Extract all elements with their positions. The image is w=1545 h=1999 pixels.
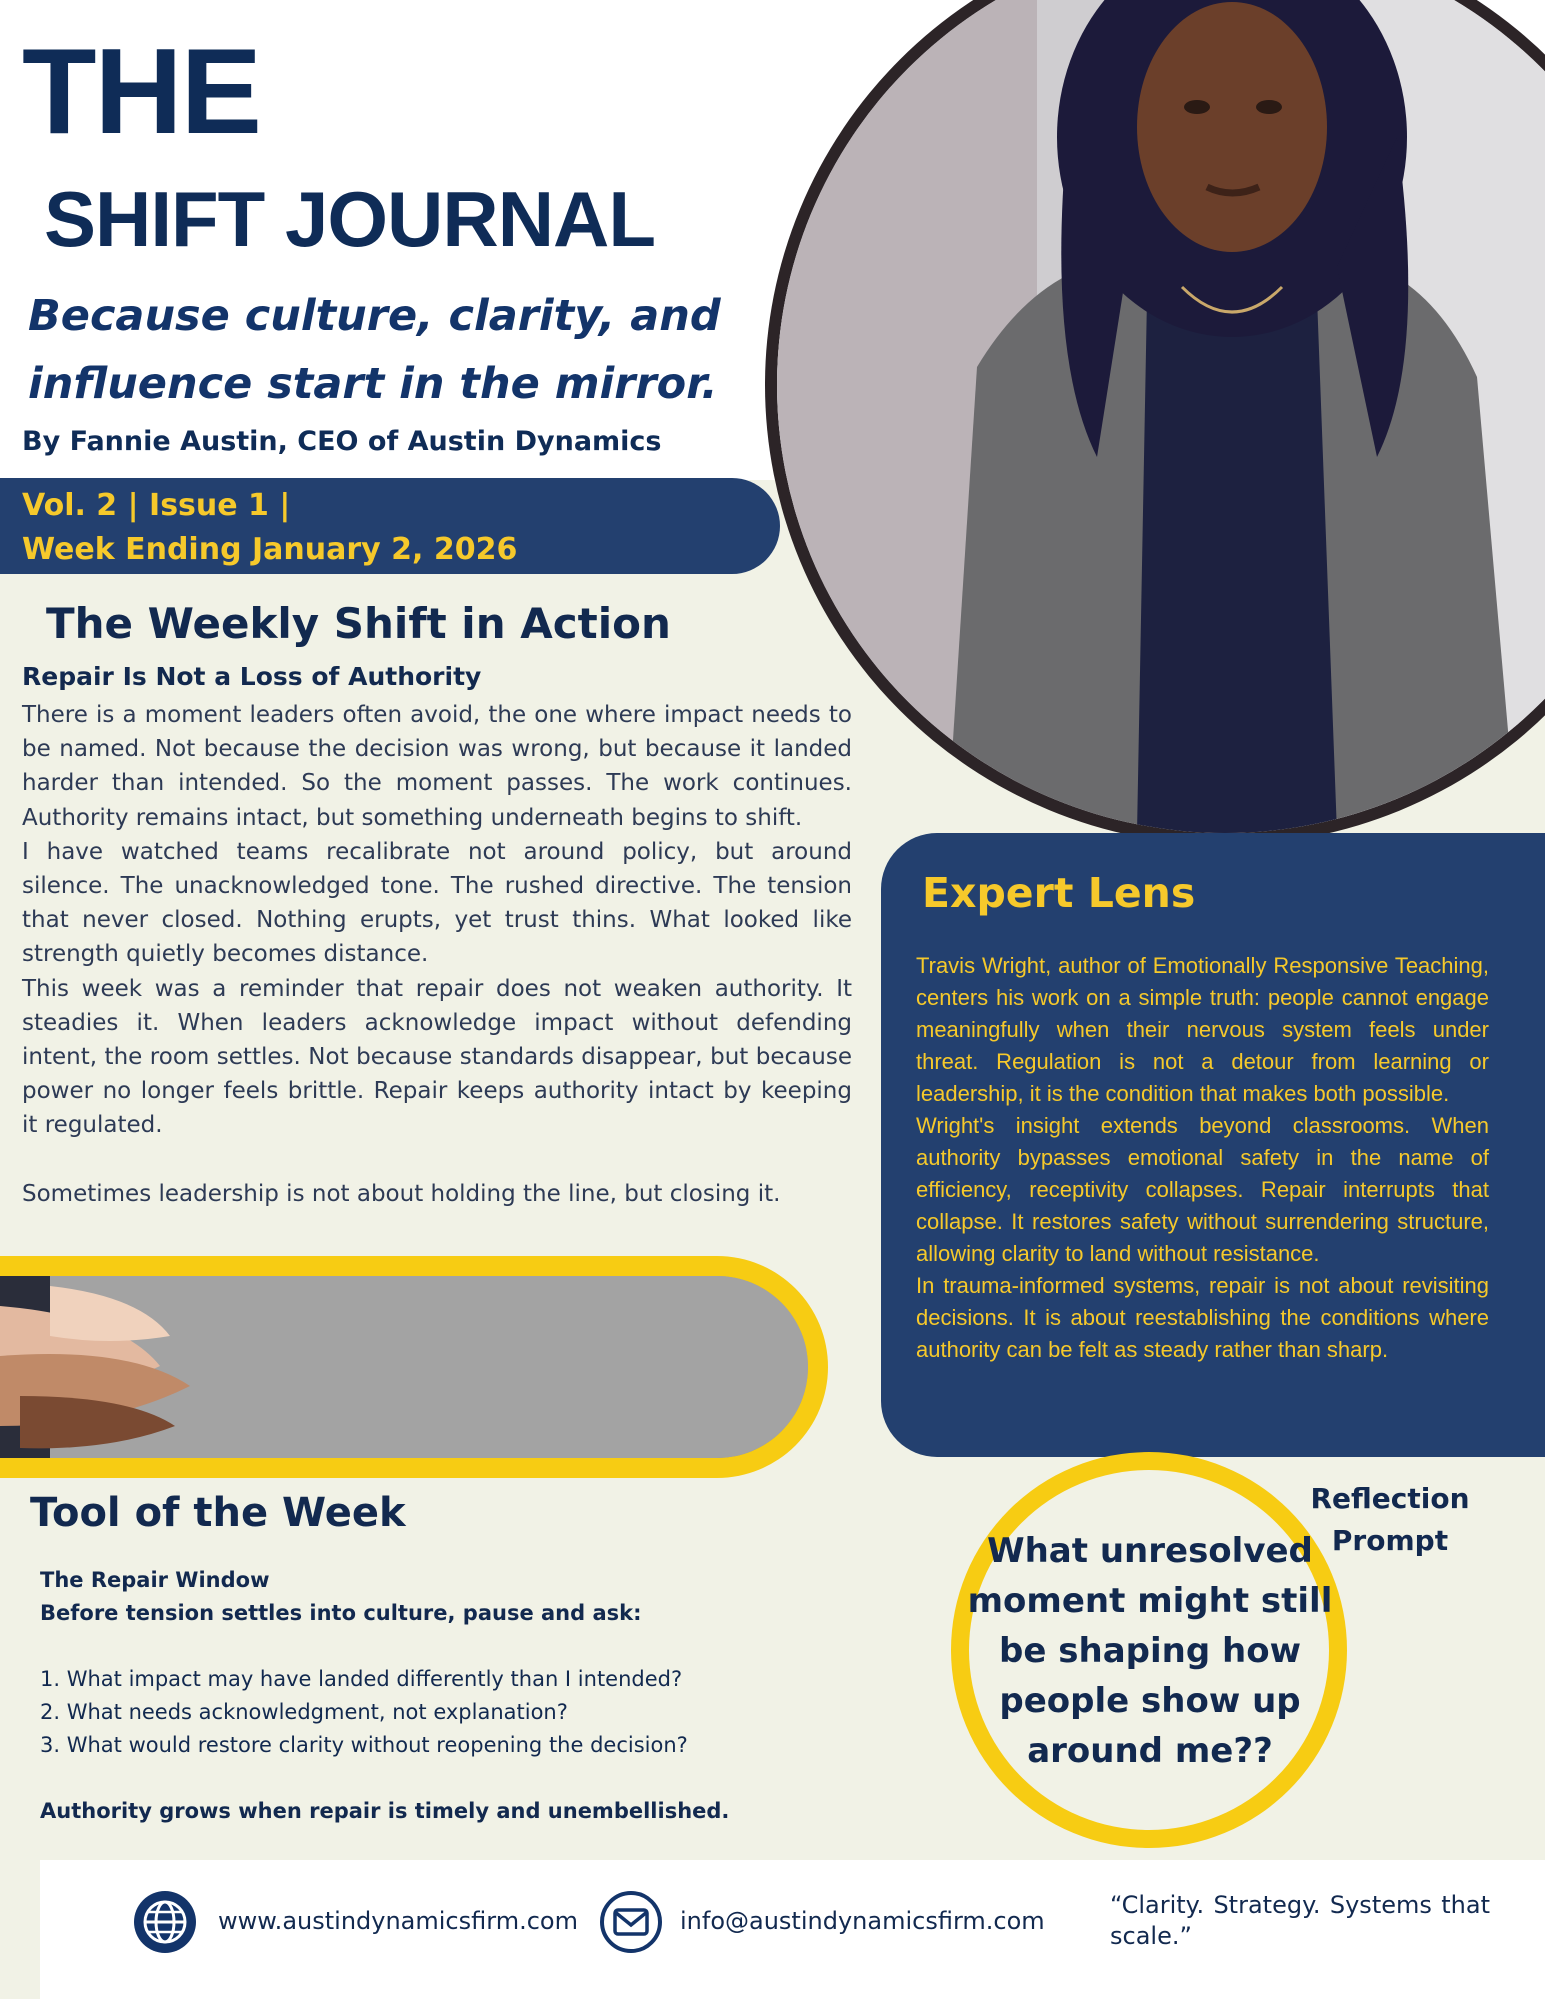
teamwork-hands-photo (0, 1276, 808, 1458)
website-link[interactable]: www.austindynamicsfirm.com (218, 1907, 578, 1935)
issue-week-ending: Week Ending January 2, 2026 (22, 532, 518, 567)
globe-icon (134, 1891, 196, 1953)
tool-question: 3. What would restore clarity without reopening the decision? (40, 1733, 688, 1757)
mail-icon (600, 1891, 662, 1953)
issue-volume: Vol. 2 | Issue 1 | (22, 488, 291, 523)
journal-tagline: Because culture, clarity, and influence start in the mirror. (28, 291, 721, 409)
section-heading-weekly-shift: The Weekly Shift in Action (46, 599, 671, 648)
hands-illustration (0, 1276, 808, 1458)
expert-lens-heading: Expert Lens (922, 869, 1196, 917)
email-link[interactable]: info@austindynamicsfirm.com (680, 1907, 1045, 1935)
tool-closing: Authority grows when repair is timely and unembellished. (40, 1799, 730, 1823)
article-body (22, 698, 852, 1211)
tool-question: 2. What needs acknowledgment, not explanation? (40, 1700, 568, 1724)
journal-title-line-2: SHIFT JOURNAL (44, 175, 655, 263)
author-portrait-photo (777, 0, 1545, 833)
article-subheading: Repair Is Not a Loss of Authority (22, 662, 482, 691)
expert-lens-body (916, 950, 1489, 1366)
expert-paragraph: Travis Wright, author of Emotionally Responsive Teaching, centers his work on a simple truth: people cannot engage meaningfully when their nervous system feels under threat. Regulation is not a detour from learning or leadership, it is the condition that makes both possible. (916, 953, 1489, 1106)
reflection-prompt-label: Reflection Prompt (1310, 1482, 1470, 1557)
expert-paragraph: In trauma-informed systems, repair is not about revisiting decisions. It is about reestablishing the conditions where authority can be felt as steady rather than sharp. (916, 1273, 1489, 1362)
article-paragraph: Sometimes leadership is not about holding the line, but closing it. (22, 1180, 781, 1207)
article-paragraph: This week was a reminder that repair does not weaken authority. It steadies it. When leaders acknowledge impact without defending intent, the room settles. Not because standards disappear, but because power no longer feels brittle. Repair keeps authority intact by keeping it regulated. (22, 975, 852, 1139)
byline: By Fannie Austin, CEO of Austin Dynamics (22, 426, 662, 457)
tool-of-week-body (40, 1564, 820, 1828)
expert-paragraph: Wright's insight extends beyond classrooms. When authority bypasses emotional safety in the name of efficiency, receptivity collapses. Repair interrupts that collapse. It restores safety without surrendering structure, allowing clarity to land without resistance. (916, 1113, 1489, 1266)
article-paragraph: There is a moment leaders often avoid, the one where impact needs to be named. Not because the decision was wrong, but because it landed harder than intended. So the moment passes. The work continues. Authority remains intact, but something underneath begins to shift. (22, 702, 852, 831)
tool-of-week-heading: Tool of the Week (30, 1490, 406, 1536)
article-paragraph: I have watched teams recalibrate not around policy, but around silence. The unacknowledged tone. The rushed directive. The tension that never closed. Nothing erupts, yet trust thins. What looked like strength quietly becomes distance. (22, 838, 852, 968)
journal-title-line-1: THE (22, 23, 260, 159)
portrait-illustration (777, 0, 1545, 833)
tool-name: The Repair Window (40, 1568, 270, 1592)
tool-intro: Before tension settles into culture, pause and ask: (40, 1601, 642, 1625)
footer-quote: “Clarity. Strategy. Systems that scale.” (1110, 1891, 1490, 1950)
reflection-question: What unresolved moment might still be shaping how people show up around me?? (967, 1531, 1333, 1771)
tool-question: 1. What impact may have landed differently than I intended? (40, 1667, 683, 1691)
